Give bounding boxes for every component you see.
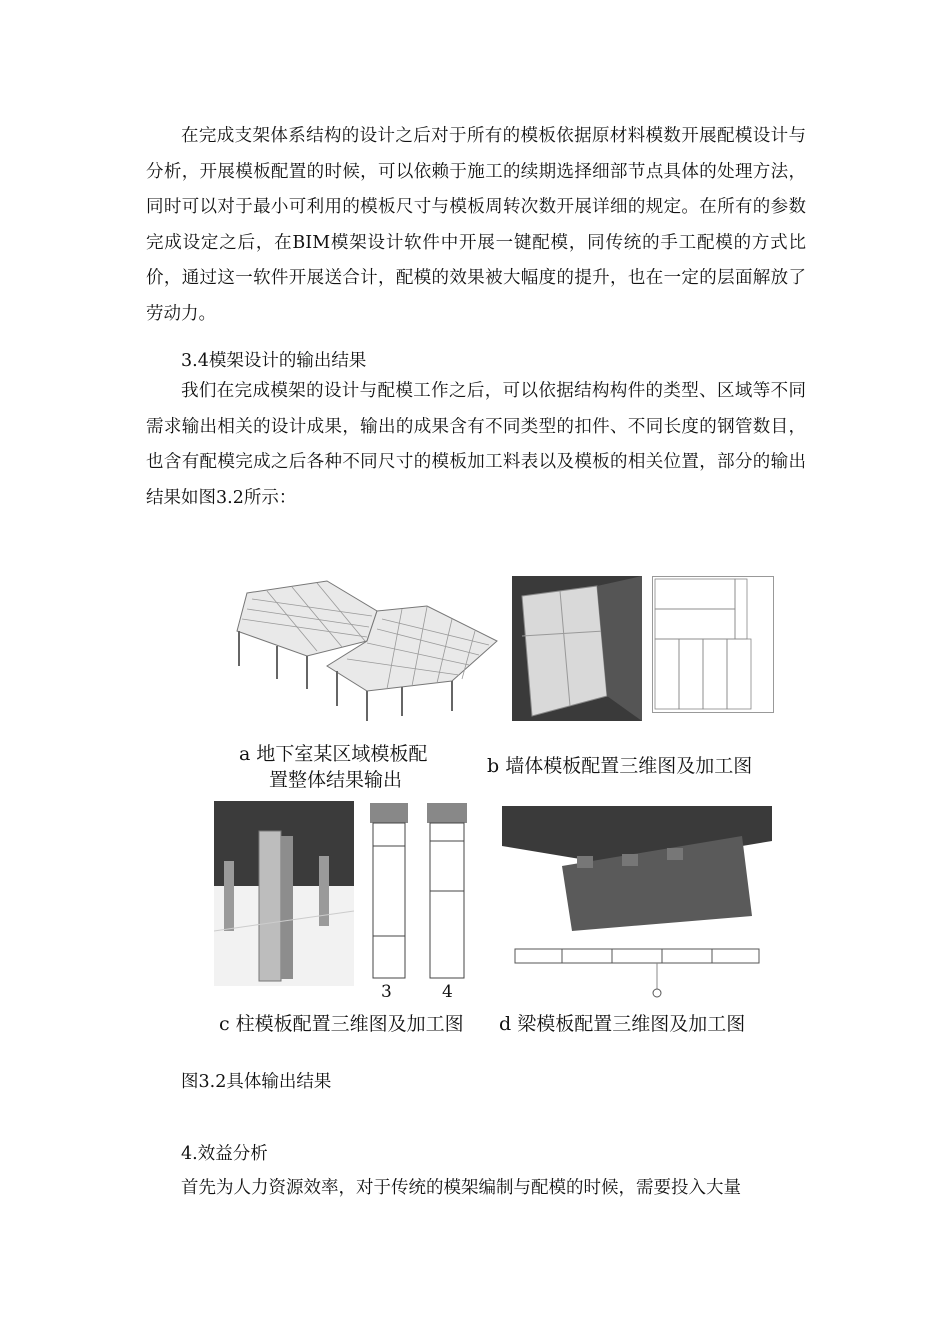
label-3: 3 xyxy=(381,982,392,1002)
paragraph-output-results: 我们在完成模架的设计与配模工作之后，可以依据结构构件的类型、区域等不同需求输出相关的设计成果，输出的成果含有不同类型的扣件、不同长度的钢管数目，也含有配模完成之后各种不同尺寸的模板加工料表以及模板的相关位置，部分的输出结果如图3.2所示： xyxy=(146,381,806,508)
beam-3d-drawing xyxy=(502,806,772,941)
panel-b-wall-3d xyxy=(512,576,642,721)
column-3d-drawing xyxy=(214,801,354,986)
beam-processing-drawing xyxy=(507,941,769,1001)
slab-formwork-drawing xyxy=(217,571,507,731)
caption-a-line1: a 地下室某区域模板配 xyxy=(239,743,428,765)
column-drawing-4 xyxy=(422,801,477,981)
panel-a-slab-3d xyxy=(217,571,507,731)
wall-processing-drawing xyxy=(653,577,773,712)
wall-3d-drawing xyxy=(512,576,642,721)
column-drawing-3 xyxy=(365,801,415,981)
figure-caption: 图3.2具体输出结果 xyxy=(181,1072,332,1092)
caption-d: d 梁模板配置三维图及加工图 xyxy=(499,1013,746,1035)
caption-b: b 墙体模板配置三维图及加工图 xyxy=(487,755,753,777)
figure-3-2 xyxy=(197,556,777,1048)
panel-b-wall-drawing xyxy=(652,576,774,713)
panel-c-column-drawing-3 xyxy=(365,801,415,981)
panel-d-beam-drawing xyxy=(507,941,769,1001)
paragraph-formwork-config: 在完成支架体系结构的设计之后对于所有的模板依据原材料模数开展配模设计与分析，开展模板配置的时候，可以依赖于施工的续期选择细部节点具体的处理方法，同时可以对于最小可利用的模板尺寸与模板周转次数开展详细的规定。在所有的参数完成设定之后，在BIM模架设计软件中开展一键配模，同传统的手工配模的方式比价，通过这一软件开展送合计，配模的效果被大幅度的提升，也在一定的层面解放了劳动力。 xyxy=(146,126,806,324)
paragraph-benefit-analysis: 首先为人力资源效率，对于传统的模架编制与配模的时候，需要投入大量 xyxy=(181,1178,741,1198)
caption-a-line2: 置整体结果输出 xyxy=(269,769,403,791)
label-4: 4 xyxy=(442,982,453,1002)
heading-3-4: 3.4模架设计的输出结果 xyxy=(181,351,367,371)
panel-d-beam-3d xyxy=(502,806,772,941)
caption-c: c 柱模板配置三维图及加工图 xyxy=(219,1013,464,1035)
heading-4: 4.效益分析 xyxy=(181,1144,268,1164)
panel-c-column-3d xyxy=(214,801,354,986)
panel-c-column-drawing-4 xyxy=(422,801,477,981)
